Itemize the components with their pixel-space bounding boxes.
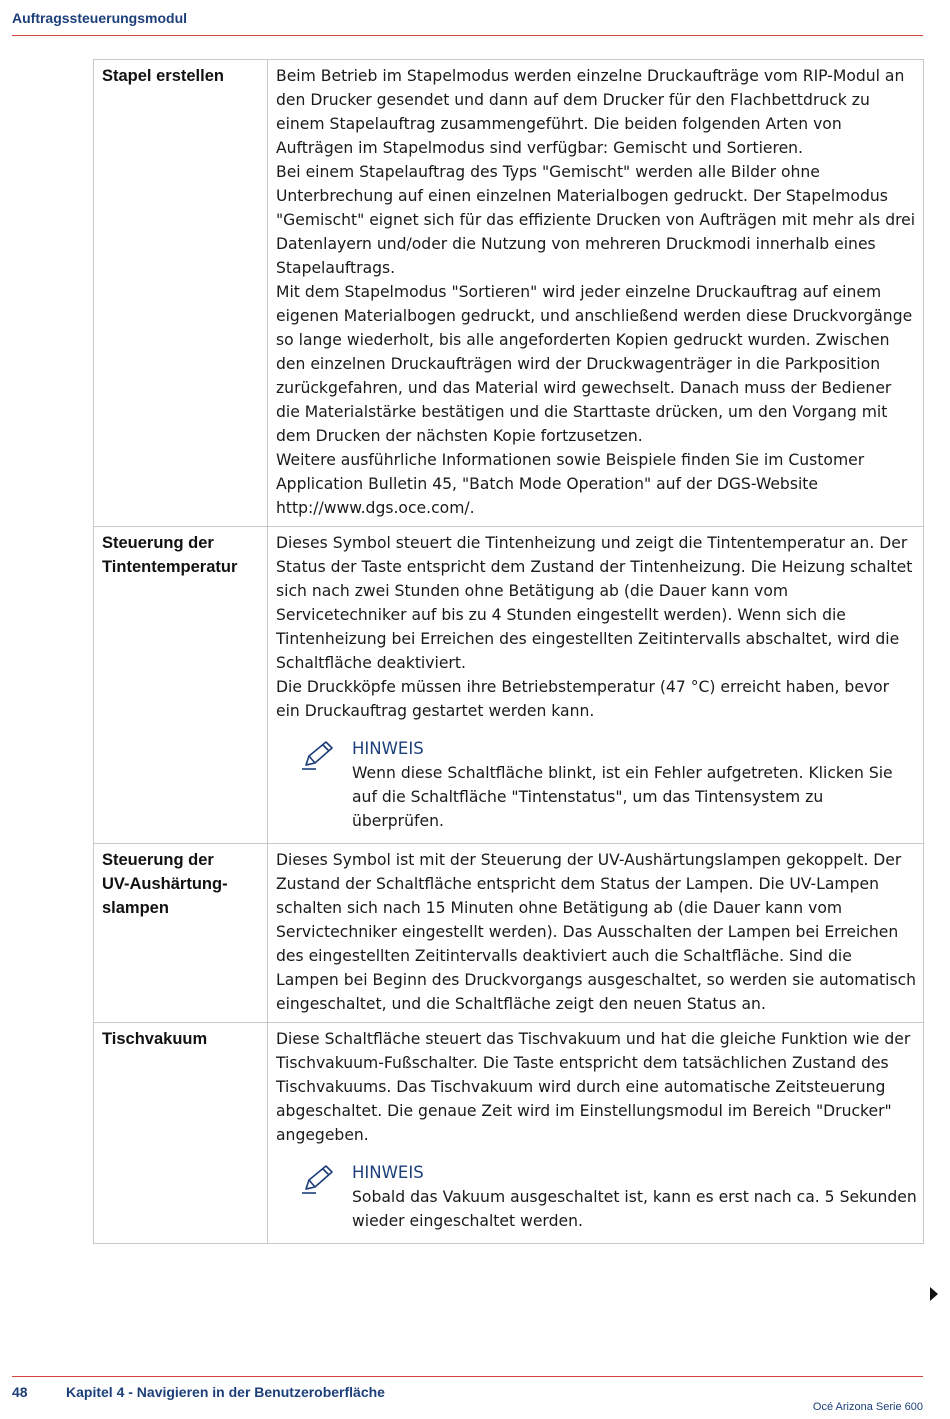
next-page-arrow-icon[interactable]: [930, 1287, 938, 1301]
product-name: Océ Arizona Serie 600: [812, 1401, 923, 1413]
term-label-line: Steuerung der: [102, 534, 214, 552]
note-title: HINWEIS: [352, 739, 424, 758]
pencil-icon: [276, 1161, 352, 1233]
note-body: [352, 737, 917, 833]
table-row: [94, 60, 924, 527]
term-cell: [94, 60, 268, 527]
paragraph: Mit dem Stapelmodus "Sortieren" wird jeder einzelne Druckauftrag auf einem eigenen Materialbogen gedruckt, und anschließend werden diese Druckvorgänge so lange wiederholt, bis alle angeforderten Kopien gedruckt wurden. Zwischen den einzelnen Druckaufträgen wird der Druckwagenträger in die Parkposition zurückgefahren, und das Material wird gewechselt. Danach muss der Bediener die Materialstärke bestätigen und die Starttaste drücken, um den Vorgang mit dem Drucken der nächsten Kopie fortzusetzen.: [276, 283, 913, 445]
term-cell: [94, 844, 268, 1023]
paragraph: Diese Schaltfläche steuert das Tischvakuum und hat die gleiche Funktion wie der Tischvakuum-Fußschalter. Die Taste entspricht dem tatsächlichen Zustand des Tischvakuums. Das Tischvakuum wird durch eine automatische Zeitsteuerung abgeschaltet. Die genaue Zeit wird im Einstellungsmodul im Bereich "Drucker" angegeben.: [276, 1030, 911, 1144]
footer-rule: [12, 1376, 923, 1377]
table-row: [94, 527, 924, 844]
page-number: 48: [12, 1384, 28, 1400]
paragraph: Dieses Symbol ist mit der Steuerung der UV-Aushärtungslampen gekoppelt. Der Zustand der Schaltfläche entspricht dem Status der Lampen. Die UV-Lampen schalten sich nach 15 Minuten ohne Betätigung ab (die Dauer kann vom Servictechniker eingestellt werden). Das Ausschalten der Lampen bei Erreichen des eingestellten Zeitintervalls deaktiviert auch die Schaltfläche. Sind die Lampen bei Beginn des Druckvorgangs ausgeschaltet, so werden sie automatisch eingeschaltet, und die Schaltfläche zeigt den neuen Status an.: [276, 851, 917, 1013]
note-text: Wenn diese Schaltfläche blinkt, ist ein Fehler aufgetreten. Klicken Sie auf die Schaltfläche "Tintenstatus", um das Tintensystem zu überprüfen.: [352, 764, 893, 830]
note-body: [352, 1161, 917, 1233]
paragraph: Beim Betrieb im Stapelmodus werden einzelne Druckaufträge vom RIP-Modul an den Drucker gesendet und dann auf dem Drucker für den Flachbettdruck zu einem Stapelauftrag zusammengeführt. Die beiden folgenden Arten von Aufträgen im Stapelmodus sind verfügbar: Gemischt und Sortieren.: [276, 67, 905, 157]
note-box: [276, 737, 917, 833]
description-cell: [268, 60, 924, 527]
paragraph: Die Druckköpfe müssen ihre Betriebstemperatur (47 °C) erreicht haben, bevor ein Druckauftrag gestartet werden kann.: [276, 678, 890, 720]
chapter-title: Kapitel 4 - Navigieren in der Benutzeroberfläche: [66, 1384, 385, 1400]
term-label-line: UV-Aushärtung-: [102, 875, 228, 893]
term-label-line: Steuerung der: [102, 851, 214, 869]
term-cell: [94, 527, 268, 844]
note-box: [276, 1161, 917, 1233]
term-label-line: Tintentemperatur: [102, 558, 238, 576]
term-label: Stapel erstellen: [102, 67, 224, 85]
note-text: Sobald das Vakuum ausgeschaltet ist, kann es erst nach ca. 5 Sekunden wieder eingeschaltet werden.: [352, 1188, 917, 1230]
header-rule: [12, 35, 923, 36]
description-cell: [268, 527, 924, 844]
term-label-line: slampen: [102, 899, 169, 917]
paragraph: Weitere ausführliche Informationen sowie Beispiele finden Sie im Customer Application Bulletin 45, "Batch Mode Operation" auf der DGS-Website http://www.dgs.oce.com/.: [276, 451, 865, 517]
note-title: HINWEIS: [352, 1163, 424, 1182]
description-cell: [268, 844, 924, 1023]
description-cell: [268, 1023, 924, 1244]
table-row: [94, 844, 924, 1023]
term-label: Tischvakuum: [102, 1030, 208, 1048]
term-cell: [94, 1023, 268, 1244]
table-row: [94, 1023, 924, 1244]
definition-table: [93, 59, 924, 1244]
pencil-icon: [276, 737, 352, 833]
running-header: Auftragssteuerungsmodul: [12, 10, 188, 26]
paragraph: Dieses Symbol steuert die Tintenheizung und zeigt die Tintentemperatur an. Der Status der Taste entspricht dem Zustand der Tintenheizung. Die Heizung schaltet sich nach zwei Stunden ohne Betätigung ab (die Dauer kann vom Servicetechniker auf bis zu 4 Stunden eingestellt werden). Wenn sich die Tintenheizung bei Erreichen des eingestellten Zeitintervalls abschaltet, wird die Schaltfläche deaktiviert.: [276, 534, 913, 672]
paragraph: Bei einem Stapelauftrag des Typs "Gemischt" werden alle Bilder ohne Unterbrechung auf einen einzelnen Materialbogen gedruckt. Der Stapelmodus "Gemischt" eignet sich für das effiziente Drucken von Aufträgen mit mehr als drei Datenlayern und/oder die Nutzung von mehreren Druckmodi innerhalb eines Stapelauftrags.: [276, 163, 916, 277]
